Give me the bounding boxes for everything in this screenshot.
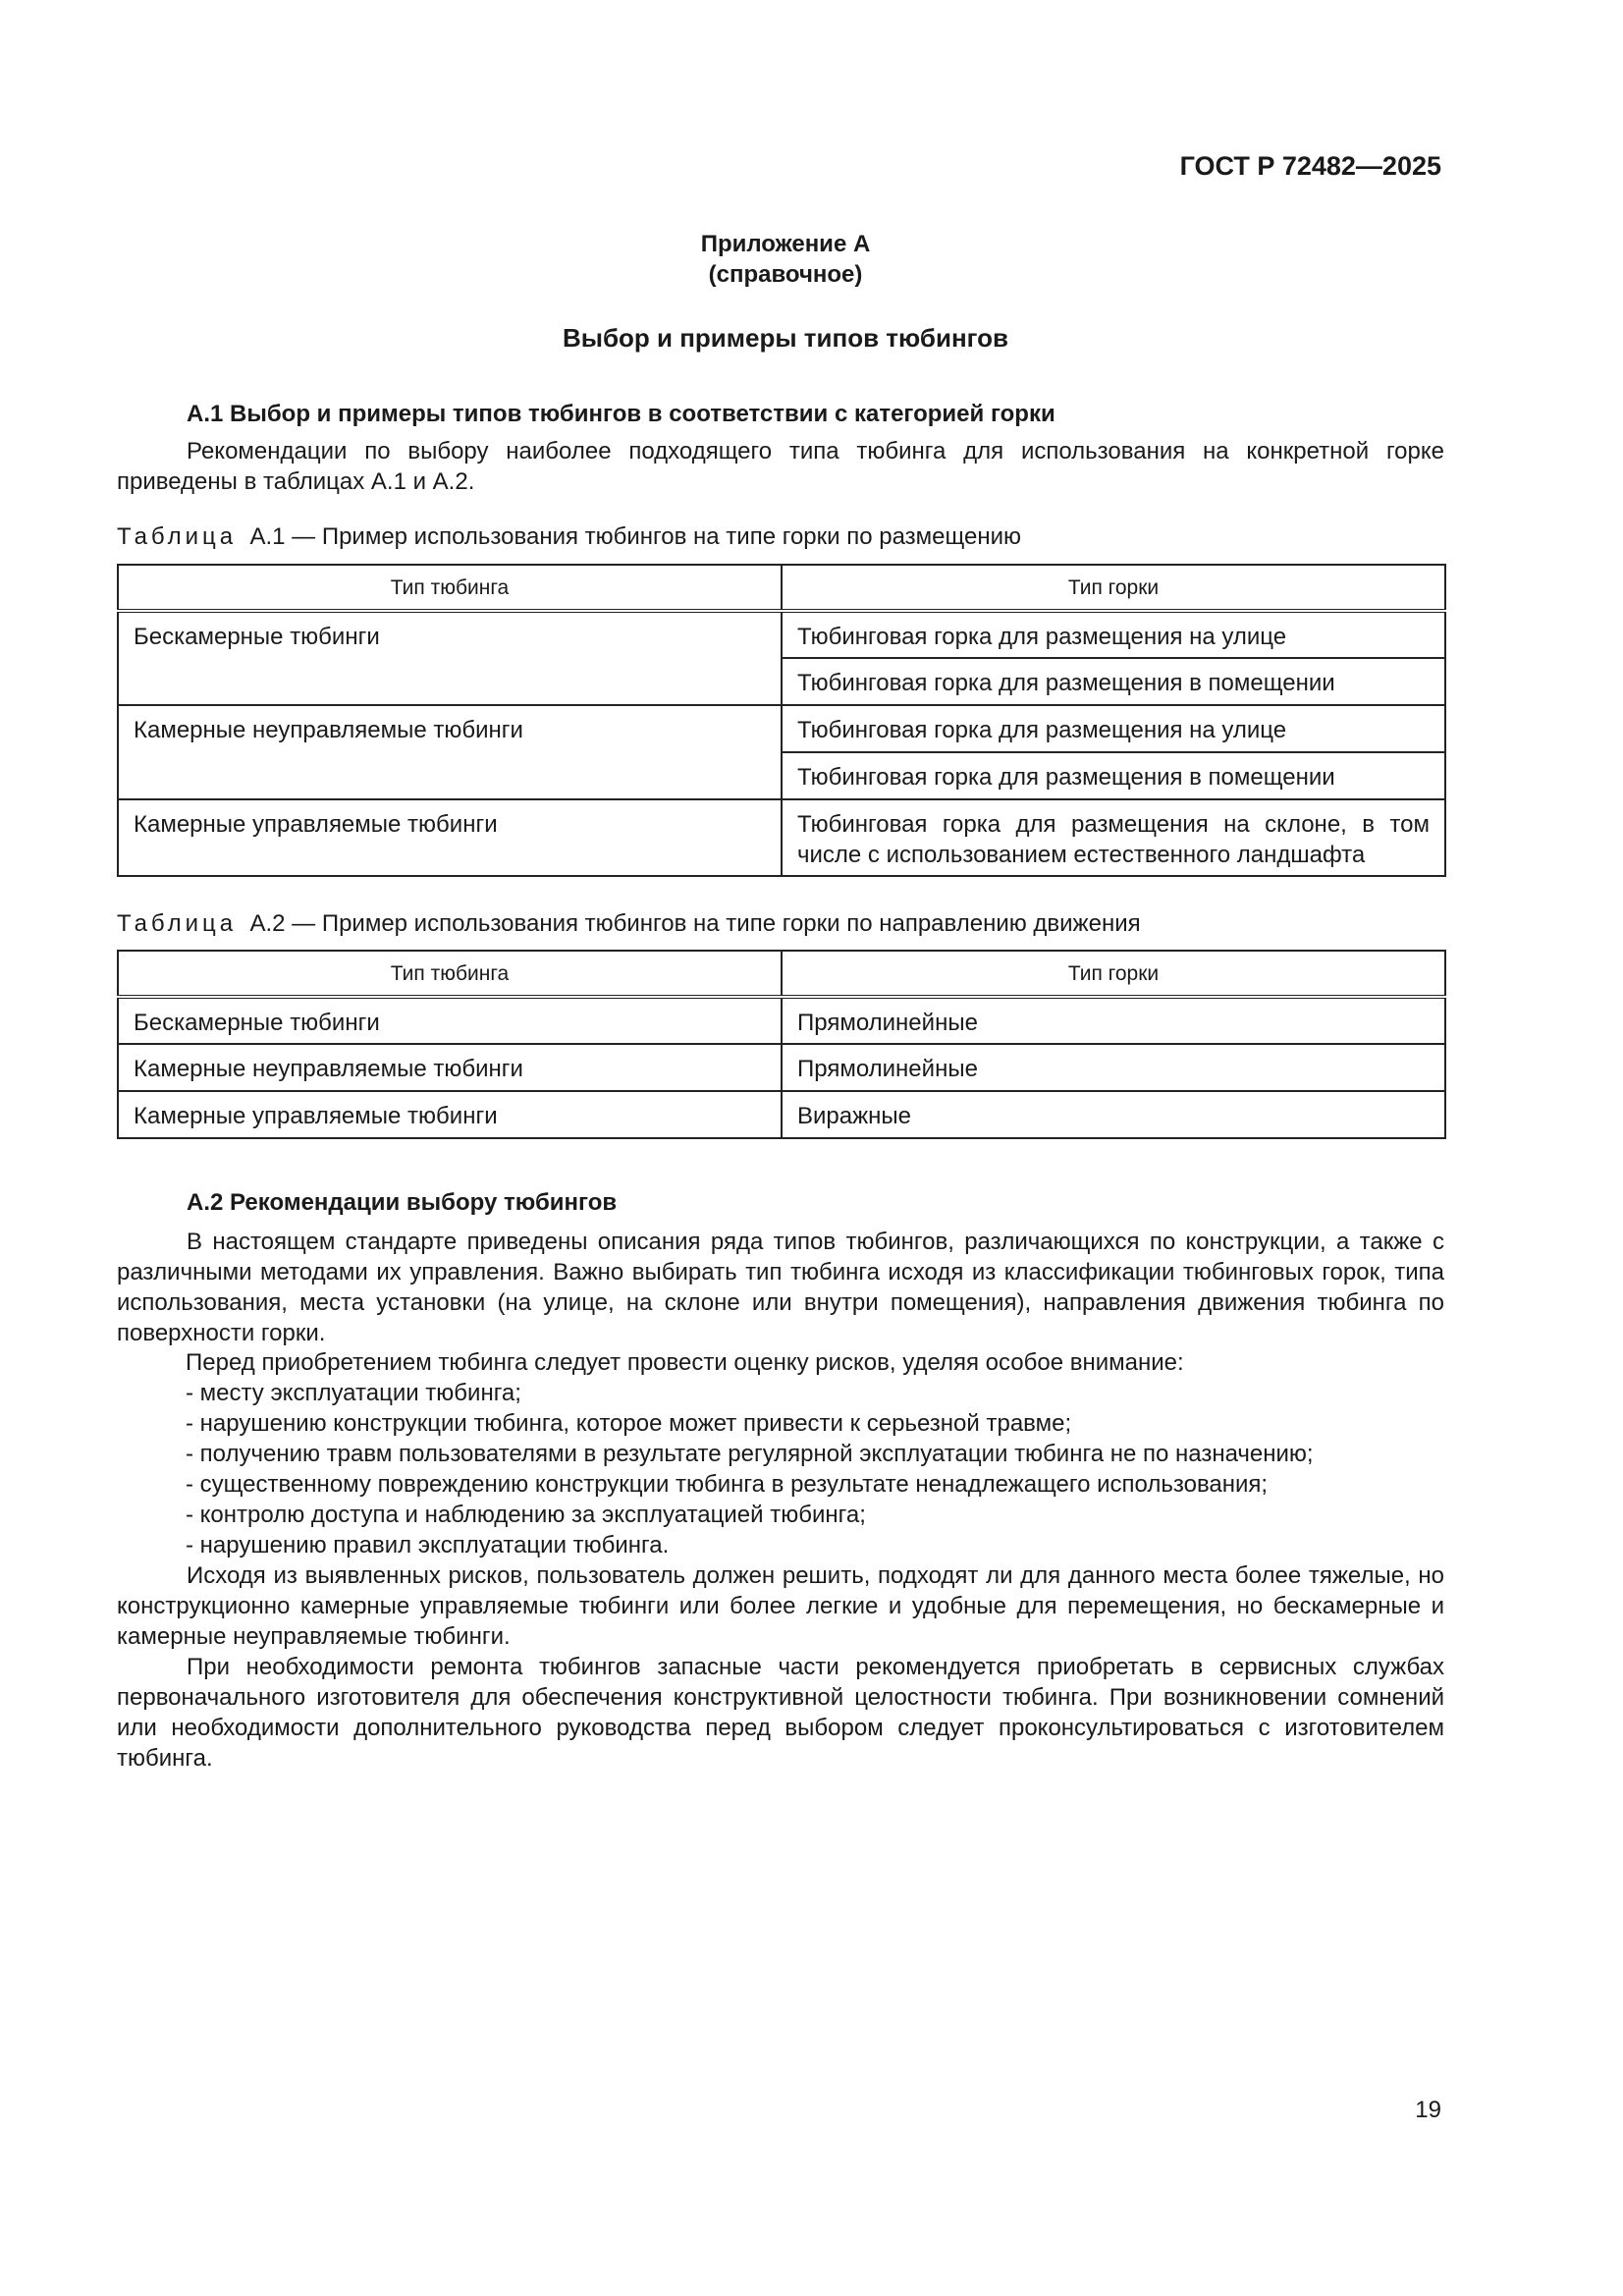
annex-main-title: Выбор и примеры типов тюбингов <box>562 323 1008 353</box>
table-cell-tubing: Камерные управляемые тюбинги <box>118 1091 782 1138</box>
list-item: - получению травм пользователями в результате регулярной эксплуатации тюбинга не по назначению; <box>186 1441 1314 1467</box>
table-cell-slide: Тюбинговая горка для размещения на склоне, в том числе с использованием естественного ландшафта <box>782 799 1445 876</box>
table-a2-header-tubing: Тип тюбинга <box>118 951 782 997</box>
table-a1-header-slide: Тип горки <box>782 565 1445 611</box>
section-a1-heading: А.1 Выбор и примеры типов тюбингов в соответствии с категорией горки <box>187 401 1055 427</box>
list-item: - существенному повреждению конструкции тюбинга в результате ненадлежащего использования; <box>186 1471 1269 1498</box>
table-a1-caption-label: Таблица <box>117 523 238 550</box>
table-a2 <box>117 950 1446 1139</box>
section-a2-heading: А.2 Рекомендации выбору тюбингов <box>187 1189 618 1216</box>
table-a1 <box>117 564 1446 877</box>
table-a2-caption-label: Таблица <box>117 910 238 937</box>
section-a2-paragraph-4: При необходимости ремонта тюбингов запасные части рекомендуется приобретать в сервисных службах первоначального изготовителя для обеспечения конструктивной целостности тюбинга. При возникновении сомнений или необходимости дополнительного руководства перед выбором следует проконсультироваться с изготовителем тюбинга. <box>117 1654 1444 1772</box>
table-cell-slide: Тюбинговая горка для размещения на улице <box>782 705 1445 752</box>
section-a2-paragraph-2: Перед приобретением тюбинга следует провести оценку рисков, уделяя особое внимание: <box>186 1349 1184 1376</box>
annex-kind: (справочное) <box>708 261 863 288</box>
table-cell-slide: Тюбинговая горка для размещения на улице <box>782 611 1445 658</box>
table-a1-caption-text: А.1 — Пример использования тюбингов на типе горки по размещению <box>249 523 1021 550</box>
table-a2-caption-text: А.2 — Пример использования тюбингов на типе горки по направлению движения <box>249 910 1141 937</box>
table-cell-slide: Прямолинейные <box>782 1044 1445 1091</box>
section-a1-paragraph: Рекомендации по выбору наиболее подходящего типа тюбинга для использования на конкретной горке приведены в таблицах А.1 и А.2. <box>117 438 1444 495</box>
table-cell-tubing: Камерные неуправляемые тюбинги <box>118 1044 782 1091</box>
table-row <box>118 1044 1445 1091</box>
table-row <box>118 799 1445 876</box>
table-cell-slide: Тюбинговая горка для размещения в помещении <box>782 658 1445 705</box>
list-item: - нарушению правил эксплуатации тюбинга. <box>186 1532 670 1558</box>
table-a2-header-slide: Тип горки <box>782 951 1445 997</box>
table-cell-tubing: Бескамерные тюбинги <box>118 611 782 705</box>
document-code: ГОСТ Р 72482—2025 <box>1179 151 1441 181</box>
table-header-row <box>118 951 1445 997</box>
page-number: 19 <box>1415 2097 1441 2123</box>
table-a1-caption <box>117 521 1021 552</box>
table-row <box>118 705 1445 752</box>
table-cell-slide: Виражные <box>782 1091 1445 1138</box>
list-item: - месту эксплуатации тюбинга; <box>186 1380 521 1406</box>
table-cell-tubing: Камерные неуправляемые тюбинги <box>118 705 782 799</box>
section-a2-paragraph-3: Исходя из выявленных рисков, пользователь должен решить, подходят ли для данного места более тяжелые, но конструкционно камерные управляемые тюбинги или более легкие и удобные для перемещения, но бескамерные и камерные неуправляемые тюбинги. <box>117 1562 1444 1650</box>
table-cell-tubing: Бескамерные тюбинги <box>118 997 782 1044</box>
table-row <box>118 611 1445 658</box>
table-header-row <box>118 565 1445 611</box>
table-a2-caption <box>117 908 1141 939</box>
table-row <box>118 997 1445 1044</box>
table-cell-slide: Тюбинговая горка для размещения в помещении <box>782 752 1445 799</box>
annex-title: Приложение А <box>700 231 871 257</box>
list-item: - контролю доступа и наблюдению за эксплуатацией тюбинга; <box>186 1502 866 1528</box>
table-cell-tubing: Камерные управляемые тюбинги <box>118 799 782 876</box>
section-a2-paragraph-1: В настоящем стандарте приведены описания ряда типов тюбингов, различающихся по конструкции, а также с различными методами их управления. Важно выбирать тип тюбинга исходя из классификации тюбинговых горок, типа использования, места установки (на улице, на склоне или внутри помещения), направления движения тюбинга по поверхности горки. <box>117 1229 1444 1346</box>
list-item: - нарушению конструкции тюбинга, которое может привести к серьезной травме; <box>186 1410 1072 1437</box>
table-cell-slide: Прямолинейные <box>782 997 1445 1044</box>
table-a1-header-tubing: Тип тюбинга <box>118 565 782 611</box>
table-row <box>118 1091 1445 1138</box>
